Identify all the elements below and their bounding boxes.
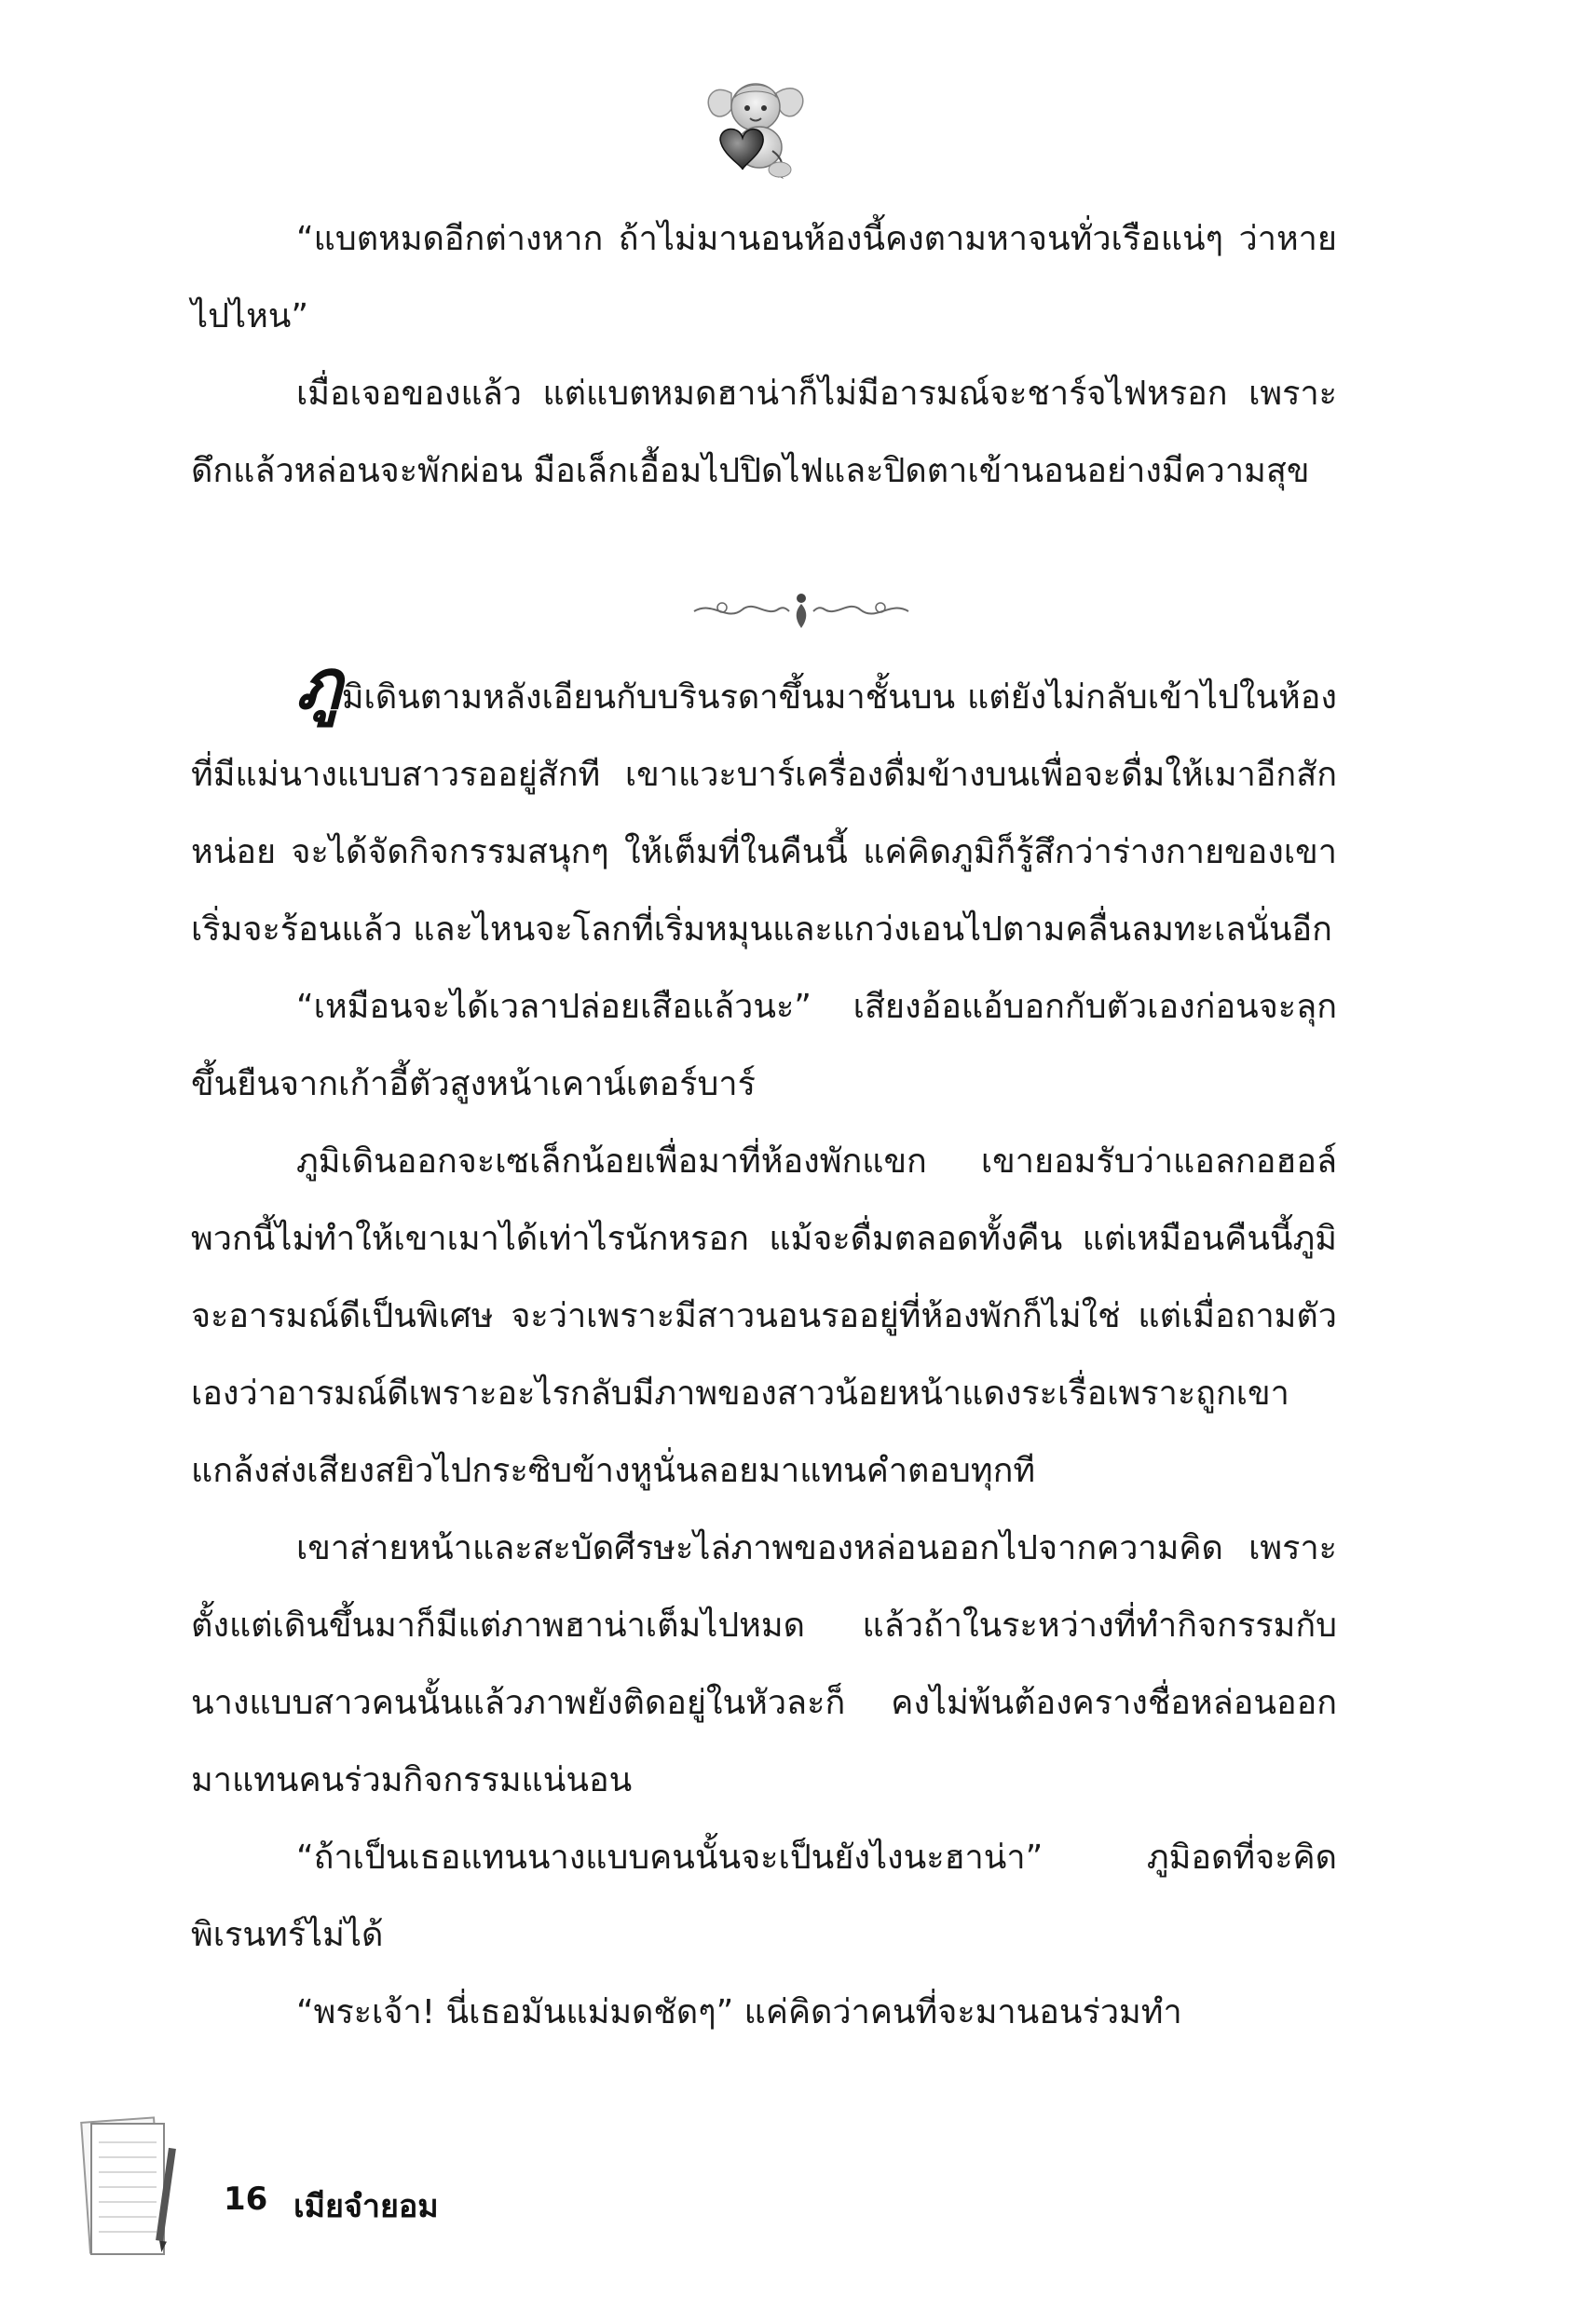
cupid-heart-icon xyxy=(694,65,815,186)
paragraph: ภูมิเดินออกจะเซเล็กน้อยเพื่อมาที่ห้องพักแขก เขายอมรับว่าแอลกอฮอล์พวกนี้ไม่ทำให้เขาเมาได้เท่าไรนักหรอก แม้จะดื่มตลอดทั้งคืน แต่เหมือนคืนนี้ภูมิจะอารมณ์ดีเป็นพิเศษ จะว่าเพราะมีสาวนอนรออยู่ที่ห้องพักก็ไม่ใช่ แต่เมื่อถามตัวเองว่าอารมณ์ดีเพราะอะไรกลับมีภาพของสาวน้อยหน้าแดงระเรื่อเพราะถูกเขาแกล้งส่งเสียงสยิวไปกระซิบข้างหูนั่นลอยมาแทนคำตอบทุกที xyxy=(191,1142,1337,1490)
book-title: เมียจำยอม xyxy=(293,2188,439,2225)
paragraph: เขาส่ายหน้าและสะบัดศีรษะไล่ภาพของหล่อนออกไปจากความคิด เพราะตั้งแต่เดินขึ้นมาก็มีแต่ภาพฮาน่าเต็มไปหมด แล้วถ้าในระหว่างที่ทำกิจกรรมกับนางแบบสาวคนนั้นแล้วภาพยังติดอยู่ในหัวละก็ คงไม่พ้นต้องครางชื่อหล่อนออกมาแทนคนร่วมกิจกรรมแน่นอน xyxy=(191,1529,1337,1799)
dropcap-paragraph-text: มิเดินตามหลังเอียนกับบรินรดาขึ้นมาชั้นบน แต่ยังไม่กลับเข้าไปในห้องที่มีแม่นางแบบสาวรออยู่สักที เขาแวะบาร์เครื่องดื่มข้างบนเพื่อจะดื่มให้เมาอีกสักหน่อย จะได้จัดกิจกรรมสนุกๆ ให้เต็มที่ในคืนนี้ แค่คิดภูมิก็รู้สึกว่าร่างกายของเขาเริ่มจะร้อนแล้ว และไหนจะโลกที่เริ่มหมุนและแกว่งเอนไปตามคลื่นลมทะเลนั่นอีก xyxy=(191,678,1337,949)
paragraph: “แบตหมดอีกต่างหาก ถ้าไม่มานอนห้องนี้คงตามหาจนทั่วเรือแน่ๆ ว่าหายไปไหน” xyxy=(191,220,1337,335)
paragraph: เมื่อเจอของแล้ว แต่แบตหมดฮาน่าก็ไม่มีอารมณ์จะชาร์จไฟหรอก เพราะดึกแล้วหล่อนจะพักผ่อน มือเล็กเอื้อมไปปิดไฟและปิดตาเข้านอนอย่างมีความสุข xyxy=(191,375,1337,490)
ornamental-divider-icon xyxy=(685,587,918,634)
notepad-pen-icon xyxy=(76,2111,179,2260)
dropcap-paragraph xyxy=(191,645,1337,968)
text-block-top xyxy=(191,200,1337,510)
text-block-bottom xyxy=(191,645,1337,2051)
drop-cap: ภู xyxy=(296,645,342,725)
paragraph: “เหมือนจะได้เวลาปล่อยเสือแล้วนะ” เสียงอ้อแอ้บอกกับตัวเองก่อนจะลุกขึ้นยืนจากเก้าอี้ตัวสูงหน้าเคาน์เตอร์บาร์ xyxy=(191,988,1337,1103)
paragraph: “พระเจ้า! นี่เธอมันแม่มดชัดๆ” แค่คิดว่าคนที่จะมานอนร่วมทำ xyxy=(296,1993,1182,2031)
page-number: 16 xyxy=(224,2181,268,2218)
paragraph: “ถ้าเป็นเธอแทนนางแบบคนนั้นจะเป็นยังไงนะฮาน่า” ภูมิอดที่จะคิดพิเรนทร์ไม่ได้ xyxy=(191,1839,1337,1954)
